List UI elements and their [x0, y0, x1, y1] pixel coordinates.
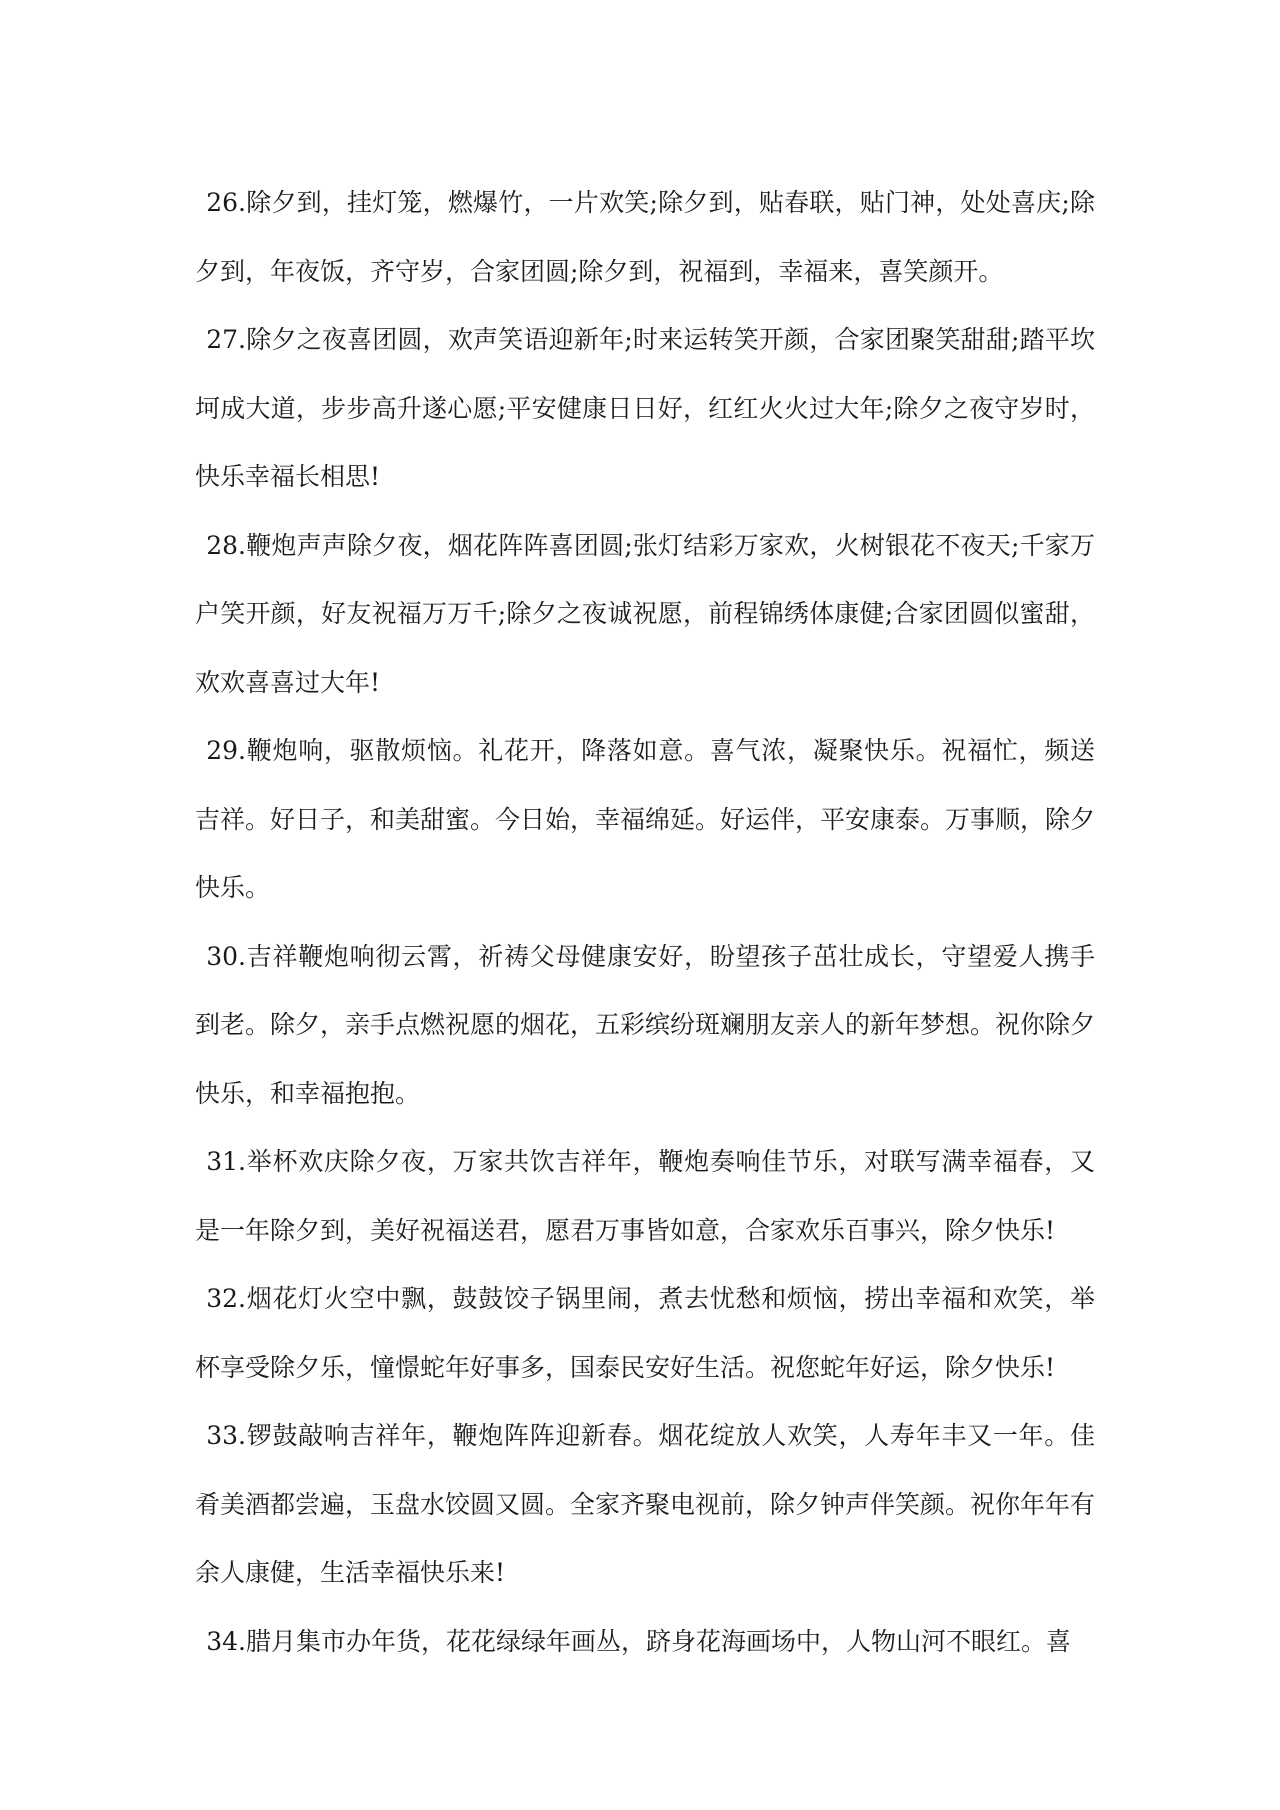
paragraph-28: 28.鞭炮声声除夕夜，烟花阵阵喜团圆;张灯结彩万家欢，火树银花不夜天;千家万户笑开颜，好友祝福万万千;除夕之夜诚祝愿，前程锦绣体康健;合家团圆似蜜甜，欢欢喜喜过大年! — [195, 530, 1095, 697]
paragraph-30: 30.吉祥鞭炮响彻云霄，祈祷父母健康安好，盼望孩子茁壮成长，守望爱人携手到老。除夕，亲手点燃祝愿的烟花，五彩缤纷斑斓朋友亲人的新年梦想。祝你除夕快乐，和幸福抱抱。 — [195, 941, 1096, 1108]
paragraph-27: 27.除夕之夜喜团圆，欢声笑语迎新年;时来运转笑开颜，合家团聚笑甜甜;踏平坎坷成大道，步步高升遂心愿;平安健康日日好，红红火火过大年;除夕之夜守岁时，快乐幸福长相思! — [195, 325, 1095, 491]
paragraph-31: 31.举杯欢庆除夕夜，万家共饮吉祥年，鞭炮奏响佳节乐，对联写满幸福春，又是一年除夕到，美好祝福送君，愿君万事皆如意，合家欢乐百事兴，除夕快乐! — [195, 1147, 1095, 1245]
paragraph-34: 34.腊月集市办年货，花花绿绿年画丛，跻身花海画场中，人物山河不眼红。喜 — [206, 1626, 1072, 1656]
paragraph-33: 33.锣鼓敲响吉祥年，鞭炮阵阵迎新春。烟花绽放人欢笑，人寿年丰又一年。佳肴美酒都尝遍，玉盘水饺圆又圆。全家齐聚电视前，除夕钟声伴笑颜。祝你年年有余人康健，生活幸福快乐来! — [195, 1421, 1096, 1587]
paragraph-32: 32.烟花灯火空中飘，鼓鼓饺子锅里闹，煮去忧愁和烦恼，捞出幸福和欢笑，举杯享受除夕乐，憧憬蛇年好事多，国泰民安好生活。祝您蛇年好运，除夕快乐! — [195, 1284, 1095, 1382]
paragraph-26: 26.除夕到，挂灯笼，燃爆竹，一片欢笑;除夕到，贴春联，贴门神，处处喜庆;除夕到，年夜饭，齐守岁，合家团圆;除夕到，祝福到，幸福来，喜笑颜开。 — [195, 188, 1095, 286]
paragraph-29: 29.鞭炮响，驱散烦恼。礼花开，降落如意。喜气浓，凝聚快乐。祝福忙，频送吉祥。好日子，和美甜蜜。今日始，幸福绵延。好运伴，平安康泰。万事顺，除夕快乐。 — [195, 736, 1096, 902]
document-body — [195, 169, 1095, 1676]
